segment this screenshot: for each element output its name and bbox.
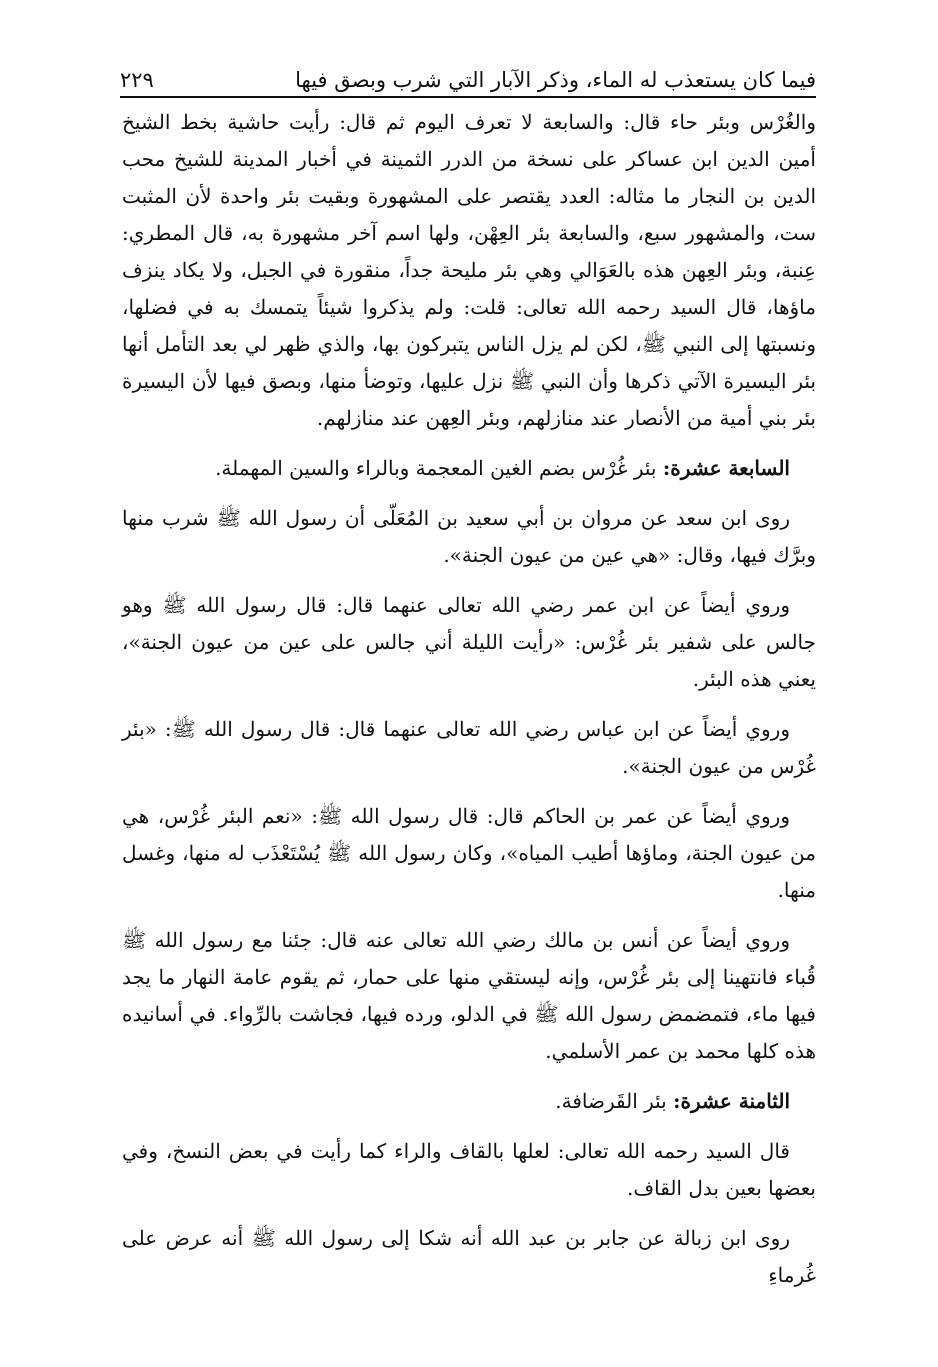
paragraph-9 <box>122 1133 816 1207</box>
paragraph-2 <box>122 450 816 487</box>
paragraph-text: روى ابن سعد عن مروان بن أبي سعيد بن المُعَلّى أن رسول الله ﷺ شرب منها وبرَّك فيها، وقال: «هي عين من عيون الجنة». <box>122 506 816 567</box>
paragraph-4 <box>122 587 816 698</box>
page-number: ٢٢٩ <box>120 68 154 92</box>
paragraph-1 <box>122 104 816 437</box>
page-body <box>122 104 816 1294</box>
paragraph-text: قال السيد رحمه الله تعالى: لعلها بالقاف والراء كما رأيت في بعض النسخ، وفي بعضها بعين بدل القاف. <box>122 1139 816 1200</box>
section-heading: الثامنة عشرة: <box>673 1089 790 1113</box>
running-title: فيما كان يستعذب له الماء، وذكر الآبار التي شرب وبصق فيها <box>295 68 816 92</box>
paragraph-text: بئر غُرْس بضم الغين المعجمة وبالراء والسين المهملة. <box>215 456 657 480</box>
page-header <box>120 52 816 98</box>
paragraph-text: روى ابن زبالة عن جابر بن عبد الله أنه شكا إلى رسول الله ﷺ أنه عرض على غُرماءِ <box>122 1226 816 1287</box>
paragraph-text: والغُرْس وبئر حاء قال: والسابعة لا تعرف اليوم ثم قال: رأيت حاشية بخط الشيخ أمين الدين ابن عساكر على نسخة من الدرر الثمينة في أخبار المدينة للشيخ محب الدين بن النجار ما مثاله: العدد يقتصر على المشهورة وبقيت بئر واحدة لأن المثبت ست، والمشهور سبع، والسابعة بئر العِهْن، ولها اسم آخر مشهورة به، قال المطري: عِنبة، وبئر العِهن هذه بالعَوَالي وهي بئر مليحة جداً، منقورة في الجبل، ولا يكاد ينزف ماؤها، قال السيد رحمه الله تعالى: قلت: ولم يذكروا شيئاً يتمسك به في فضلها، ونسبتها إلى النبي ﷺ، لكن لم يزل الناس يتبركون بها، والذي ظهر لي بعد التأمل أنها بئر اليسيرة الآتي ذكرها وأن النبي ﷺ نزل عليها، وتوضأ منها، وبصق فيها لأن اليسيرة بئر بني أمية من الأنصار عند منازلهم، وبئر العِهن عند منازلهم. <box>122 110 816 430</box>
paragraph-text: بئر القَرضافة. <box>555 1089 667 1113</box>
paragraph-text: وروي أيضاً عن عمر بن الحاكم قال: قال رسول الله ﷺ: «نعم البئر غُرْس، هي من عيون الجنة، وماؤها أطيب المياه»، وكان رسول الله ﷺ يُسْتَعْذَب له منها، وغسل منها. <box>122 804 816 902</box>
paragraph-text: وروي أيضاً عن ابن عمر رضي الله تعالى عنهما قال: قال رسول الله ﷺ وهو جالس على شفير بئر غُرْس: «رأيت الليلة أني جالس على عين من عيون الجنة»، يعني هذه البئر. <box>122 593 816 691</box>
paragraph-6 <box>122 798 816 909</box>
paragraph-10 <box>122 1220 816 1294</box>
section-heading: السابعة عشرة: <box>662 456 790 480</box>
paragraph-8 <box>122 1083 816 1120</box>
paragraph-7 <box>122 922 816 1070</box>
paragraph-text: وروي أيضاً عن أنس بن مالك رضي الله تعالى عنه قال: جئنا مع رسول الله ﷺ قُباء فانتهينا إلى بئر غُرْس، وإنه ليستقي منها على حمار، ثم يقوم عامة النهار ما يجد فيها ماء، فتمضمض رسول الله ﷺ في الدلو، ورده فيها، فجاشت بالرِّواء. في أسانيده هذه كلها محمد بن عمر الأسلمي. <box>122 928 816 1063</box>
paragraph-5 <box>122 711 816 785</box>
paragraph-text: وروي أيضاً عن ابن عباس رضي الله تعالى عنهما قال: قال رسول الله ﷺ: «بئر غُرْس من عيون الجنة». <box>122 717 816 778</box>
paragraph-3 <box>122 500 816 574</box>
